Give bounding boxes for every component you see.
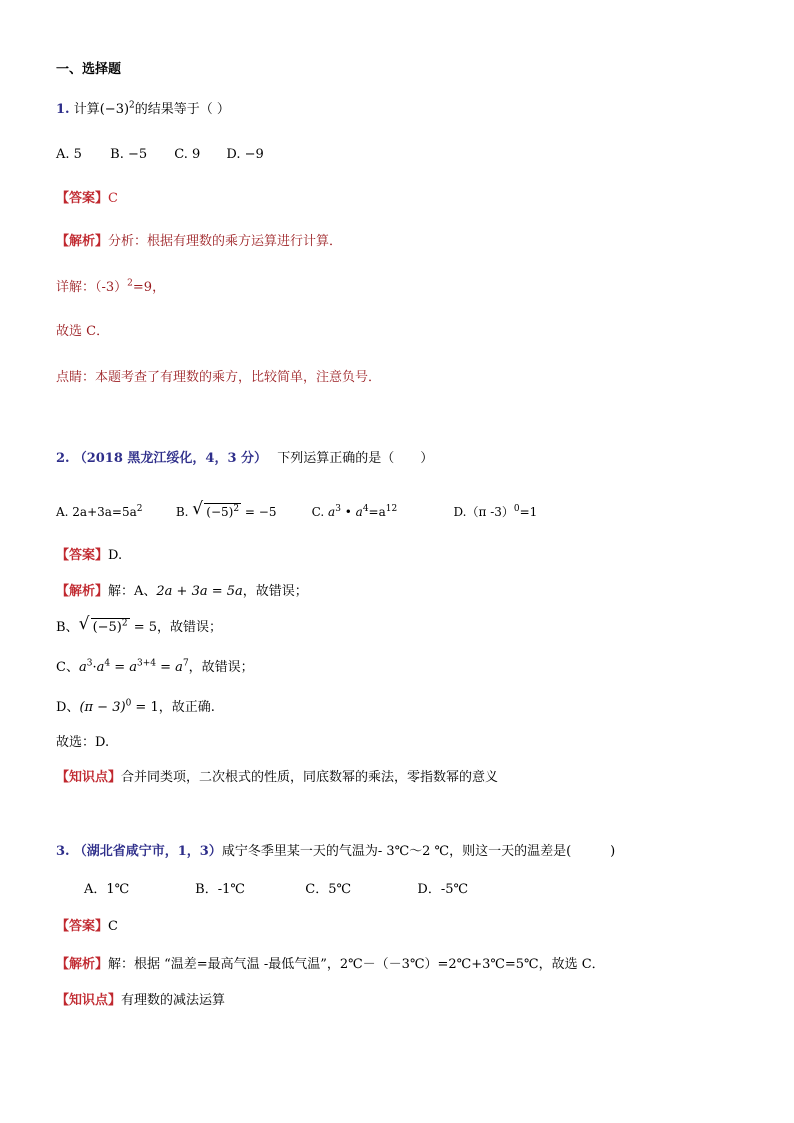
q1-options bbox=[56, 147, 264, 163]
q2-stem bbox=[56, 451, 433, 467]
q1-number: 1. bbox=[56, 102, 70, 117]
q1-stem-pre: 计算 bbox=[73, 102, 100, 117]
q3-analysis-text: 解：根据 “温差=最高气温 -最低气温”，2℃－（－3℃）=2℃+3℃=5℃，故选 C． bbox=[108, 957, 605, 972]
q1-analysis-text: 分析：根据有理数的乘方运算进行计算． bbox=[108, 234, 343, 249]
q1-expression: $(-3)^2$ bbox=[99, 100, 135, 117]
q3-stem bbox=[56, 844, 615, 860]
q1-conclusion: 故选 C． bbox=[56, 324, 110, 339]
q2-knowledge-tag: 【知识点】 bbox=[56, 770, 122, 785]
q1-option-b: B. −5 bbox=[110, 147, 148, 162]
q2-analysis-b: B、 √ $(-5)^2 = 5$，故错误； bbox=[56, 614, 223, 635]
q3-answer bbox=[56, 919, 118, 935]
q2-analysis-a: 【解析】解：A、2a + 3a = 5a，故错误； bbox=[56, 584, 308, 599]
q1-analysis-tag: 【解析】 bbox=[56, 234, 109, 249]
q3-knowledge-text: 有理数的减法运算 bbox=[121, 993, 226, 1008]
q1-answer-tag: 【答案】 bbox=[56, 191, 109, 206]
q1-option-a: A. 5 bbox=[56, 147, 82, 162]
q2-knowledge-text: 合并同类项，二次根式的性质，同底数幂的乘法，零指数幂的意义 bbox=[121, 770, 499, 785]
q3-knowledge-tag: 【知识点】 bbox=[56, 993, 122, 1008]
q3-answer-tag: 【答案】 bbox=[56, 919, 109, 934]
q2-analysis-c: C、$a^3\cdot a^4 = a^{3+4} = a^7$，故错误； bbox=[56, 658, 254, 675]
q2-number: 2. bbox=[56, 451, 70, 466]
q3-option-b: B．-1℃ bbox=[195, 882, 245, 897]
q3-analysis bbox=[56, 957, 605, 973]
q2-analysis-tag: 【解析】 bbox=[56, 584, 109, 599]
q3-option-d: D．-5℃ bbox=[417, 882, 469, 897]
q3-answer-value: C bbox=[108, 919, 118, 934]
q1-answer-value: C bbox=[108, 191, 118, 206]
q1-analysis bbox=[56, 234, 342, 250]
q3-source: （湖北省咸宁市，1，3） bbox=[73, 844, 222, 859]
q2-stem-text: 下列运算正确的是（ ） bbox=[277, 451, 434, 466]
q1-option-c: C. 9 bbox=[174, 147, 201, 162]
q2-option-a: A. $2a+3a=5a^2$ bbox=[56, 504, 143, 519]
q2-answer bbox=[56, 548, 122, 564]
q2-option-b: B. √ $(-5)^2 = -5$ bbox=[175, 499, 277, 519]
q1-answer bbox=[56, 191, 118, 207]
q1-stem bbox=[56, 102, 230, 118]
q3-stem-text: 咸宁冬季里某一天的气温为- 3℃～2 ℃，则这一天的温差是( ) bbox=[221, 844, 616, 859]
q3-options bbox=[84, 882, 468, 898]
q2-answer-tag: 【答案】 bbox=[56, 548, 109, 563]
q2-option-c: C. $a^3$ • $a^4=a^{12}$ bbox=[311, 504, 398, 519]
q3-knowledge bbox=[56, 993, 225, 1009]
q2-analysis-d: D、$(\pi - 3)^0 = 1$，故正确. bbox=[56, 698, 215, 715]
q2-answer-value: D. bbox=[108, 548, 123, 563]
q2-source: （2018 黑龙江绥化，4，3 分） bbox=[73, 451, 268, 466]
q1-option-d: D. −9 bbox=[226, 147, 264, 162]
q3-analysis-tag: 【解析】 bbox=[56, 957, 109, 972]
q3-number: 3. bbox=[56, 844, 70, 859]
q2-options bbox=[56, 499, 538, 519]
q3-option-c: C．5℃ bbox=[305, 882, 352, 897]
q1-stem-post: 的结果等于（ ） bbox=[134, 102, 230, 117]
section-title: 一、选择题 bbox=[56, 62, 122, 77]
q1-comment: 点睛：本题考查了有理数的乘方，比较简单，注意负号． bbox=[56, 370, 382, 385]
q2-option-d: D.（π -3）$^0$=1 bbox=[453, 504, 538, 519]
q2-conclusion: 故选：D. bbox=[56, 735, 110, 750]
q2-knowledge bbox=[56, 770, 498, 786]
q1-detail: 详解：$(-3)^2=9$， bbox=[56, 278, 166, 295]
q3-option-a: A．1℃ bbox=[84, 882, 130, 897]
